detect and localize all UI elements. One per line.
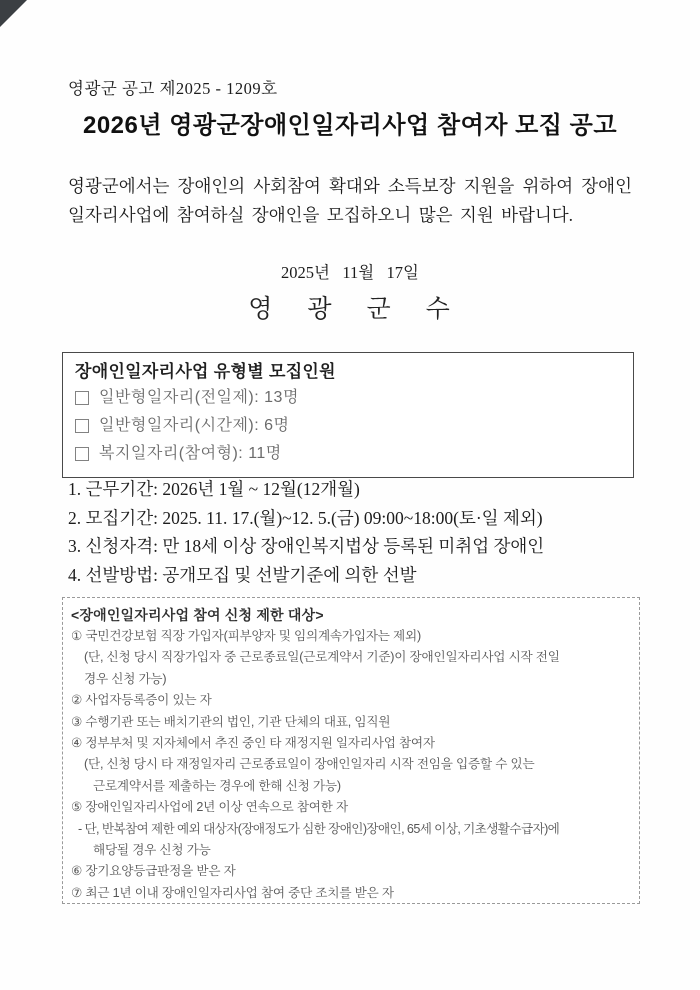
- intro-paragraph: [68, 172, 632, 230]
- intro-line-1: 영광군에서는 장애인의 사회참여 확대와 소득보장 지원을 위하여 장애인: [68, 176, 632, 196]
- restriction-line: ⑥ 장기요양등급판정을 받은 자: [71, 864, 236, 879]
- recruit-item-label: 일반형일자리(시간제): 6명: [99, 417, 290, 434]
- announcement-date: 2025년 11월 17일: [281, 263, 419, 282]
- recruit-item: [75, 412, 621, 440]
- recruit-item-label: 복지일자리(참여형): 11명: [99, 445, 282, 462]
- restriction-line: ④ 정부부처 및 지자체에서 추진 중인 타 재정지원 일자리사업 참여자: [71, 736, 435, 751]
- detail-apply-period: 2. 모집기간: 2025. 11. 17.(월)~12. 5.(금) 09:00~18:00(토·일 제외): [68, 507, 543, 528]
- detail-selection-method: 4. 선발방법: 공개모집 및 선발기준에 의한 선발: [68, 564, 417, 585]
- restriction-line: 경우 신청 가능): [84, 671, 167, 686]
- recruit-item-label: 일반형일자리(전일제): 13명: [99, 389, 299, 406]
- restriction-line: 해당될 경우 신청 가능: [93, 843, 211, 858]
- recruit-item: [75, 384, 621, 412]
- recruitment-box-title: 장애인일자리사업 유형별 모집인원: [75, 362, 336, 381]
- doc-number: 영광군 공고 제2025 - 1209호: [68, 79, 278, 98]
- intro-line-2: 일자리사업에 참여하실 장애인을 모집하오니 많은 지원 바랍니다.: [68, 205, 574, 225]
- restriction-line: 근로계약서를 제출하는 경우에 한해 신청 가능): [93, 778, 341, 793]
- restriction-line: ③ 수행기관 또는 배치기관의 법인, 기관 단체의 대표, 임직원: [71, 714, 391, 729]
- detail-work-period: 1. 근무기간: 2026년 1월 ~ 12월(12개월): [68, 479, 360, 499]
- detail-list: [68, 475, 544, 589]
- restriction-line: ② 사업자등록증이 있는 자: [71, 693, 212, 708]
- restriction-line: ⑦ 최근 1년 이내 장애인일자리사업 참여 중단 조치를 받은 자: [71, 885, 394, 900]
- page-title: 2026년 영광군장애인일자리사업 참여자 모집 공고: [82, 112, 618, 139]
- detail-eligibility: 3. 신청자격: 만 18세 이상 장애인복지법상 등록된 미취업 장애인: [68, 536, 545, 556]
- restriction-line: (단, 신청 당시 타 재정일자리 근로종료일이 장애인일자리 시작 전임을 입증할 수 있는: [84, 757, 535, 772]
- restriction-box-title: <장애인일자리사업 참여 신청 제한 대상>: [71, 607, 324, 623]
- checkbox-icon: [75, 447, 89, 461]
- checkbox-icon: [75, 419, 89, 433]
- restriction-line: - 단, 반복참여 제한 예외 대상자(장애정도가 심한 장애인)장애인, 65세 이상, 기초생활수급자)에: [78, 821, 560, 836]
- restriction-box: [62, 597, 640, 904]
- restriction-line: ① 국민건강보험 직장 가입자(피부양자 및 임의계속가입자는 제외): [71, 629, 421, 643]
- mayor-signature: 영 광 군 수: [248, 296, 452, 323]
- recruitment-box: [62, 352, 634, 478]
- corner-fold-mark: [0, 0, 27, 27]
- checkbox-icon: [75, 391, 89, 405]
- recruit-item: [75, 440, 621, 468]
- restriction-line: (단, 신청 당시 직장가입자 중 근로종료일(근로계약서 기준)이 장애인일자리사업 시작 전일: [84, 650, 560, 665]
- restriction-line: ⑤ 장애인일자리사업에 2년 이상 연속으로 참여한 자: [71, 800, 348, 815]
